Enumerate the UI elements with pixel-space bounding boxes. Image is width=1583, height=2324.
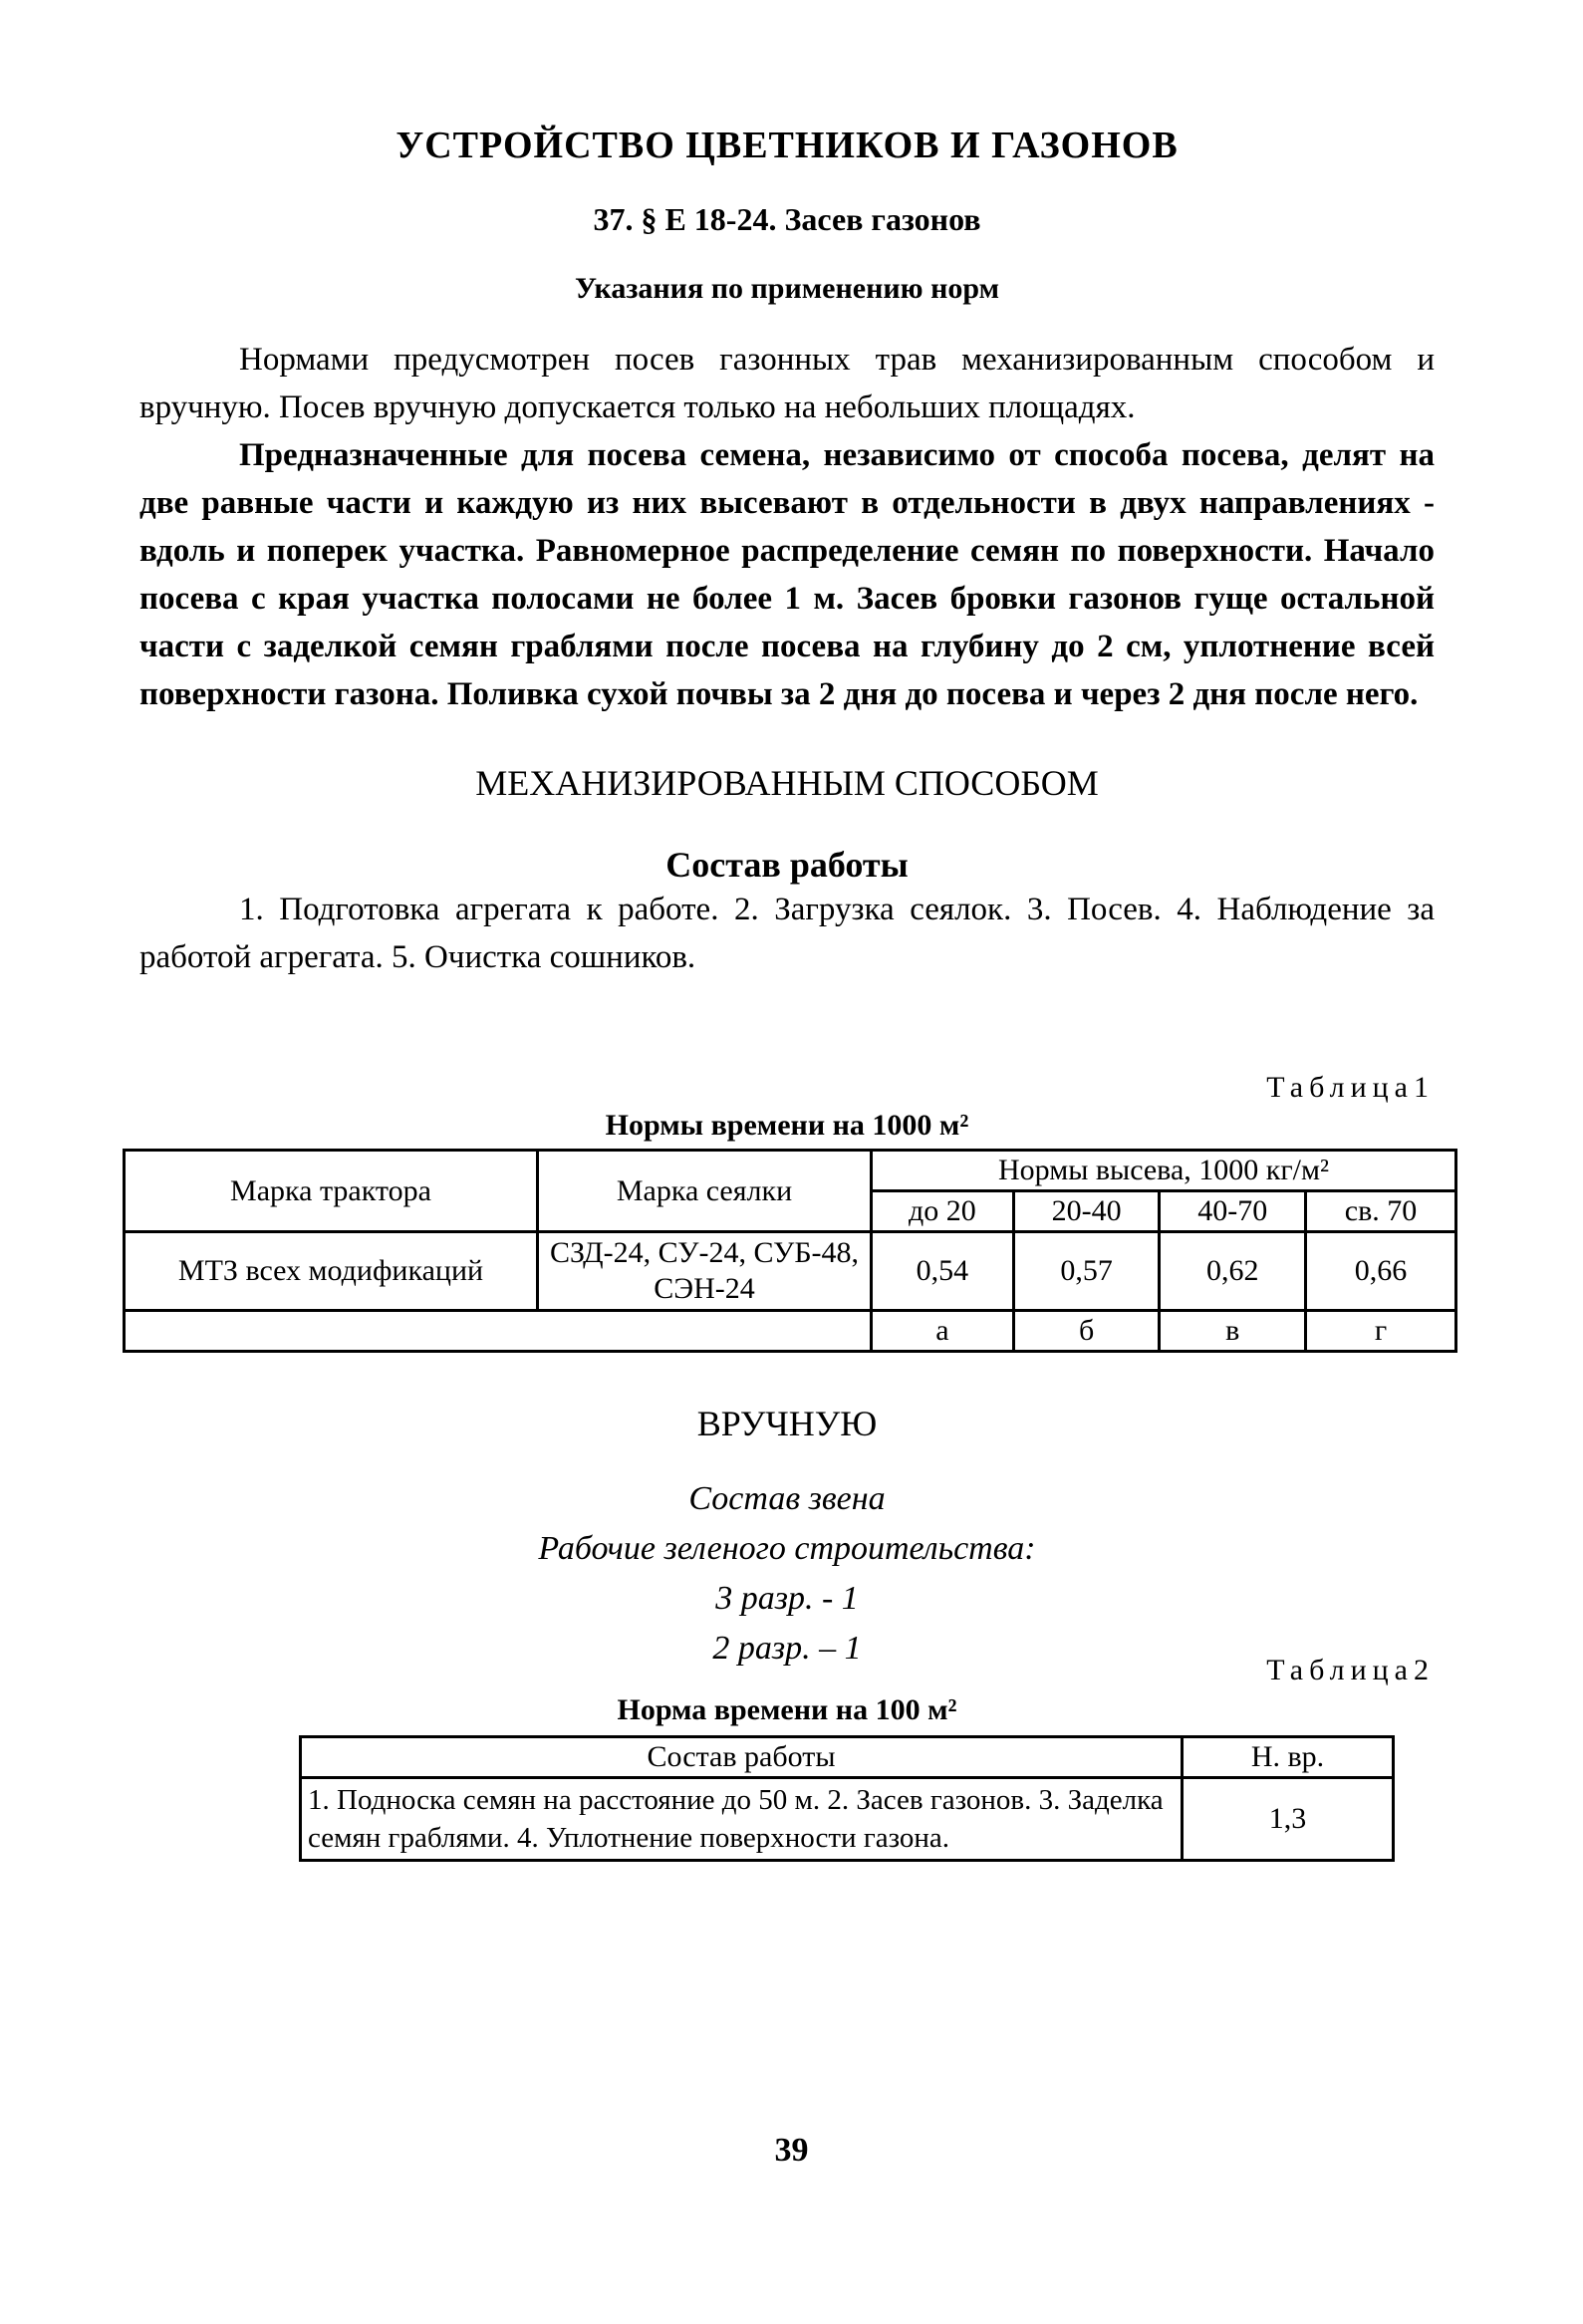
table1-header-row <box>125 1151 1456 1191</box>
col-work-header: Состав работы <box>301 1737 1183 1778</box>
norm-value-cell: 1,3 <box>1183 1778 1394 1861</box>
col-norms-header: Нормы высева, 1000 кг/м² <box>872 1151 1456 1191</box>
table2-title: Норма времени на 100 м² <box>617 1693 957 1726</box>
crew-rank-3: 3 разр. - 1 <box>715 1580 859 1617</box>
paragraph-2: Предназначенные для посева семена, независимо от способа посева, делят на две равные части и каждую из них высевают в отдельности в двух направлениях - вдоль и поперек участка. Равномерное распределение семян по поверхности. Начало посева с края участка полосами не более 1 м. Засев бровки газонов гуще остальной части с заделкой семян граблями после посева на глубину до 2 см, уплотнение всей поверхности газона. Поливка сухой почвы за 2 дня до посева и через 2 дня после него. <box>139 437 1435 712</box>
table1-title: Нормы времени на 1000 м² <box>605 1109 969 1142</box>
guidelines-title: Указания по применению норм <box>574 272 1000 305</box>
page-number: 39 <box>774 2132 809 2169</box>
table-row <box>125 1232 1456 1311</box>
value-cell: 0,57 <box>1013 1232 1160 1311</box>
value-cell: 0,62 <box>1160 1232 1306 1311</box>
subheader-cell: св. 70 <box>1306 1191 1456 1232</box>
manual-title: ВРУЧНУЮ <box>696 1404 878 1443</box>
col-seeder-header: Марка сеялки <box>538 1151 872 1232</box>
empty-index-cell <box>125 1311 872 1352</box>
document-page <box>139 120 1435 1862</box>
index-cell: г <box>1306 1311 1456 1352</box>
main-heading: УСТРОЙСТВО ЦВЕТНИКОВ И ГАЗОНОВ <box>396 125 1179 166</box>
subheader-cell: до 20 <box>872 1191 1014 1232</box>
index-cell: а <box>872 1311 1014 1352</box>
work-composition-text: 1. Подготовка агрегата к работе. 2. Загрузка сеялок. 3. Посев. 4. Наблюдение за работой агрегата. 5. Очистка сошников. <box>139 892 1435 975</box>
section-title: 37. § Е 18-24. Засев газонов <box>593 201 981 237</box>
crew-rank-2: 2 разр. – 1 <box>712 1630 862 1667</box>
subheader-cell: 40-70 <box>1160 1191 1306 1232</box>
subheader-cell: 20-40 <box>1013 1191 1160 1232</box>
work-composition-title: Состав работы <box>665 845 909 885</box>
seeder-cell: СЗД-24, СУ-24, СУБ-48, СЭН-24 <box>538 1232 872 1311</box>
crew-workers: Рабочие зеленого строительства: <box>538 1530 1036 1567</box>
col-tractor-header: Марка трактора <box>125 1151 538 1232</box>
table1 <box>123 1149 1457 1353</box>
value-cell: 0,66 <box>1306 1232 1456 1311</box>
table2-label: Таблица2 <box>1266 1654 1435 1686</box>
mechanized-title: МЕХАНИЗИРОВАННЫМ СПОСОБОМ <box>475 763 1099 803</box>
table-row <box>301 1778 1394 1861</box>
table2 <box>299 1735 1395 1862</box>
crew-title: Состав звена <box>688 1480 886 1517</box>
paragraph-1: Нормами предусмотрен посев газонных трав механизированным способом и вручную. Посев вручную допускается только на небольших площадях. <box>139 342 1435 425</box>
index-cell: б <box>1013 1311 1160 1352</box>
table1-label: Таблица1 <box>1266 1071 1435 1104</box>
table1-index-row <box>125 1311 1456 1352</box>
value-cell: 0,54 <box>872 1232 1014 1311</box>
work-text-cell: 1. Подноска семян на расстояние до 50 м. 2. Засев газонов. 3. Заделка семян граблями. 4. Уплотнение поверхности газона. <box>301 1778 1183 1861</box>
col-norm-header: Н. вр. <box>1183 1737 1394 1778</box>
tractor-cell: МТЗ всех модификаций <box>125 1232 538 1311</box>
index-cell: в <box>1160 1311 1306 1352</box>
table2-header-row <box>301 1737 1394 1778</box>
